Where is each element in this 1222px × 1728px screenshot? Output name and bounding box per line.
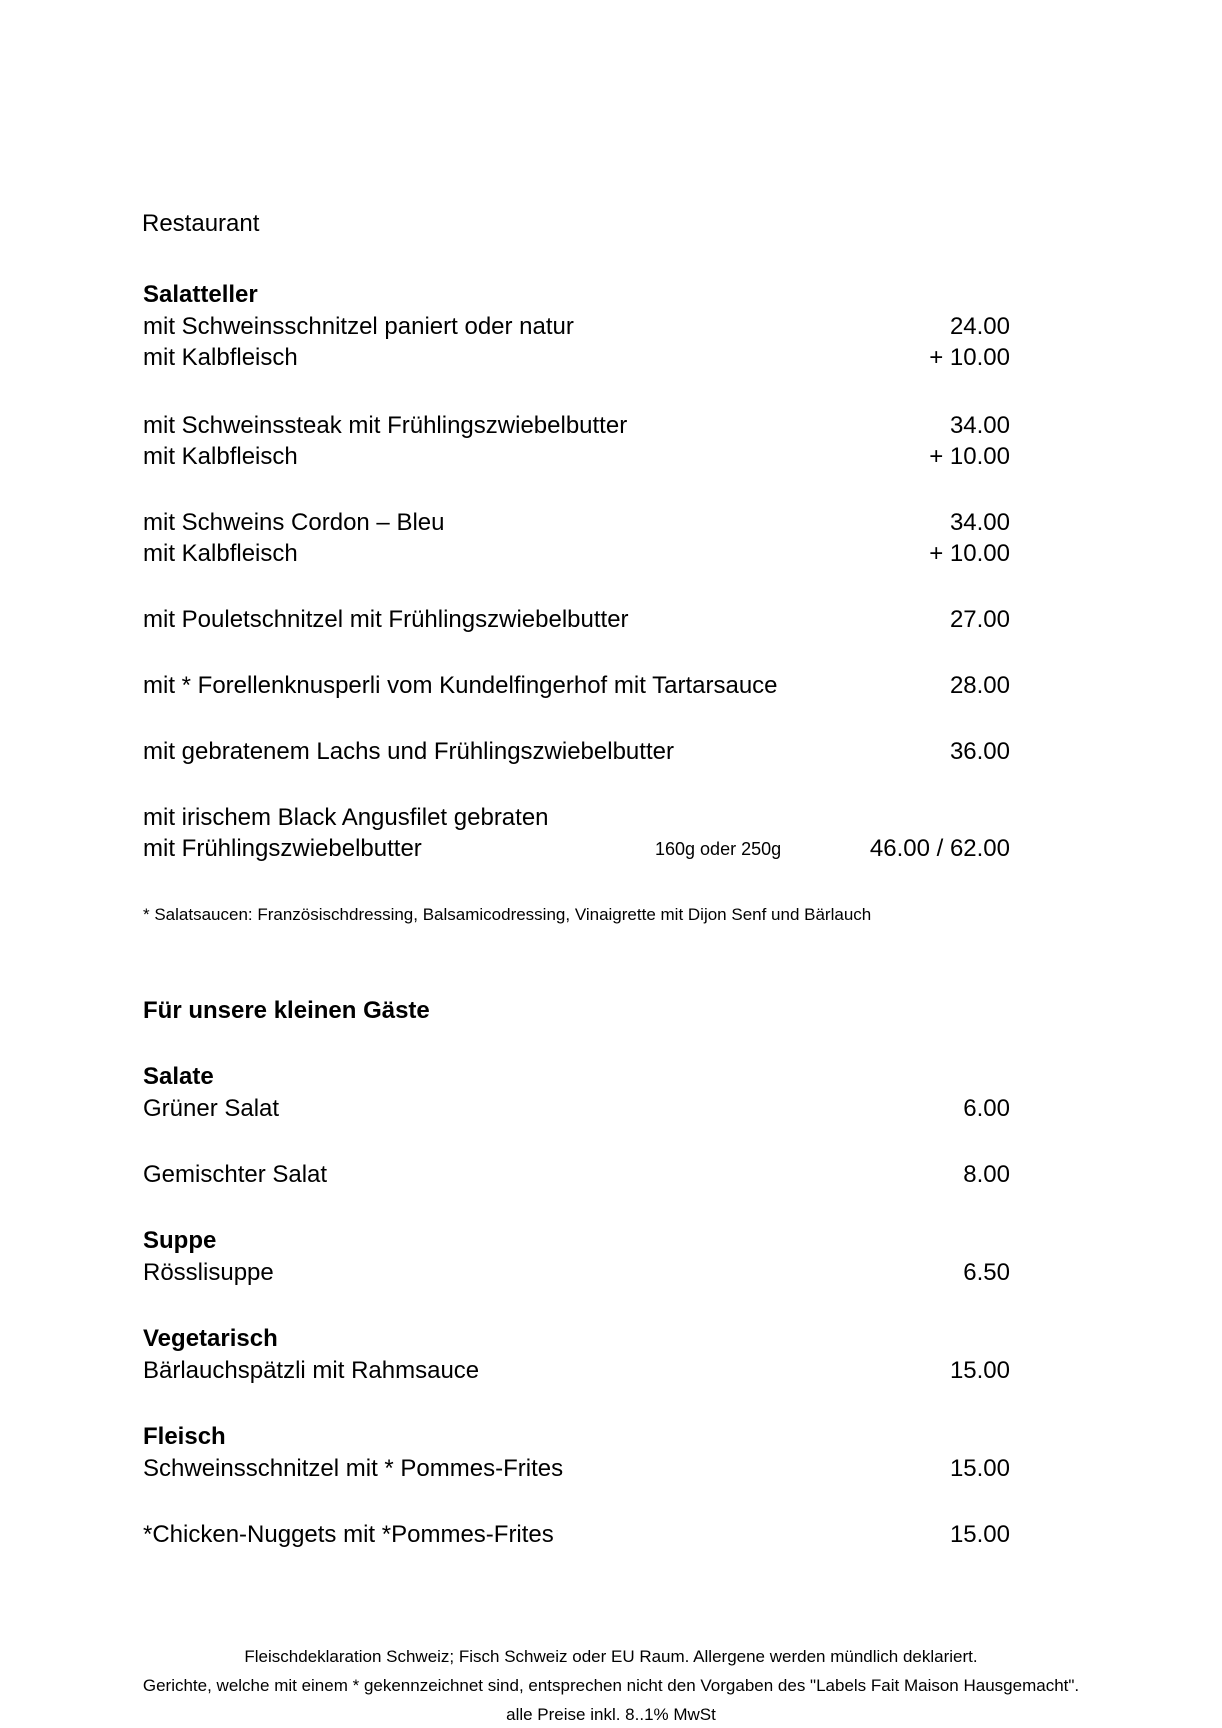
portion-size-note: 160g oder 250g bbox=[655, 839, 782, 859]
item-label: *Chicken-Nuggets mit *Pommes-Frites bbox=[143, 1521, 554, 1548]
item-label: Rösslisuppe bbox=[143, 1259, 274, 1286]
menu-item bbox=[143, 1453, 1010, 1484]
item-label: mit gebratenem Lachs und Frühlingszwiebelbutter bbox=[143, 738, 674, 765]
item-label: mit Frühlingszwiebelbutter bbox=[143, 835, 422, 862]
subsection-heading-salate: Salate bbox=[143, 1063, 214, 1090]
item-label: mit Kalbfleisch bbox=[143, 443, 298, 470]
section-heading-salatteller: Salatteller bbox=[143, 281, 258, 308]
item-price: + 10.00 bbox=[929, 443, 1010, 470]
footer bbox=[0, 1642, 1222, 1728]
item-label: Schweinsschnitzel mit * Pommes-Frites bbox=[143, 1455, 564, 1482]
page-title-text: Restaurant bbox=[142, 210, 260, 237]
menu-item bbox=[143, 736, 1010, 767]
subsection-heading-suppe: Suppe bbox=[143, 1227, 217, 1254]
item-price: 6.50 bbox=[963, 1259, 1010, 1286]
section-heading-kids: Für unsere kleinen Gäste bbox=[143, 997, 430, 1024]
footer-line-fait-maison: Gerichte, welche mit einem * gekennzeichnet sind, entsprechen nicht den Vorgaben des "Labels Fait Maison Hausgemacht". bbox=[142, 1676, 1080, 1695]
item-price: 24.00 bbox=[949, 313, 1010, 340]
item-label: mit Schweinsschnitzel paniert oder natur bbox=[143, 313, 574, 340]
subsection-heading-fleisch: Fleisch bbox=[143, 1423, 226, 1450]
item-label: mit * Forellenknusperli vom Kundelfingerhof mit Tartarsauce bbox=[143, 672, 778, 699]
menu-item bbox=[143, 507, 1010, 538]
menu-item bbox=[143, 833, 1010, 864]
item-label: Grüner Salat bbox=[143, 1095, 280, 1122]
item-price: 15.00 bbox=[949, 1455, 1010, 1482]
menu-item bbox=[143, 1093, 1010, 1124]
item-label: Bärlauchspätzli mit Rahmsauce bbox=[143, 1357, 480, 1384]
menu-item bbox=[143, 311, 1010, 342]
item-price: + 10.00 bbox=[929, 540, 1010, 567]
menu-item bbox=[143, 802, 1010, 833]
item-label: Gemischter Salat bbox=[143, 1161, 328, 1188]
item-label: mit Schweinssteak mit Frühlingszwiebelbutter bbox=[143, 412, 628, 439]
item-label: mit Pouletschnitzel mit Frühlingszwiebelbutter bbox=[143, 606, 629, 633]
menu-item bbox=[143, 1257, 1010, 1288]
item-price: 6.00 bbox=[963, 1095, 1010, 1122]
menu-item bbox=[143, 1355, 1010, 1386]
menu-item bbox=[143, 670, 1010, 701]
menu-item bbox=[143, 1519, 1010, 1550]
item-price: 36.00 bbox=[949, 738, 1010, 765]
item-price: 8.00 bbox=[963, 1161, 1010, 1188]
item-price: 34.00 bbox=[949, 412, 1010, 439]
footer-line-declaration: Fleischdeklaration Schweiz; Fisch Schweiz oder EU Raum. Allergene werden mündlich deklariert. bbox=[244, 1647, 978, 1666]
menu-item bbox=[143, 1159, 1010, 1190]
menu-item bbox=[143, 441, 1010, 472]
salad-dressing-footnote: * Salatsaucen: Französischdressing, Balsamicodressing, Vinaigrette mit Dijon Senf und Bärlauch bbox=[143, 905, 872, 924]
item-price: 15.00 bbox=[949, 1357, 1010, 1384]
item-label: mit irischem Black Angusfilet gebraten bbox=[143, 804, 549, 831]
page-title bbox=[142, 208, 1009, 239]
item-price: 15.00 bbox=[949, 1521, 1010, 1548]
menu-item bbox=[143, 538, 1010, 569]
item-price: 46.00 / 62.00 bbox=[869, 835, 1010, 862]
subsection-heading-vegetarisch: Vegetarisch bbox=[143, 1325, 278, 1352]
item-label: mit Schweins Cordon – Bleu bbox=[143, 509, 445, 536]
item-price: 34.00 bbox=[949, 509, 1010, 536]
menu-item bbox=[143, 604, 1010, 635]
item-price: + 10.00 bbox=[929, 344, 1010, 371]
footer-line-vat: alle Preise inkl. 8..1% MwSt bbox=[506, 1705, 716, 1724]
menu-item bbox=[143, 410, 1010, 441]
item-label: mit Kalbfleisch bbox=[143, 344, 298, 371]
item-price: 27.00 bbox=[949, 606, 1010, 633]
item-price: 28.00 bbox=[949, 672, 1010, 699]
menu-item bbox=[143, 342, 1010, 373]
item-label: mit Kalbfleisch bbox=[143, 540, 298, 567]
